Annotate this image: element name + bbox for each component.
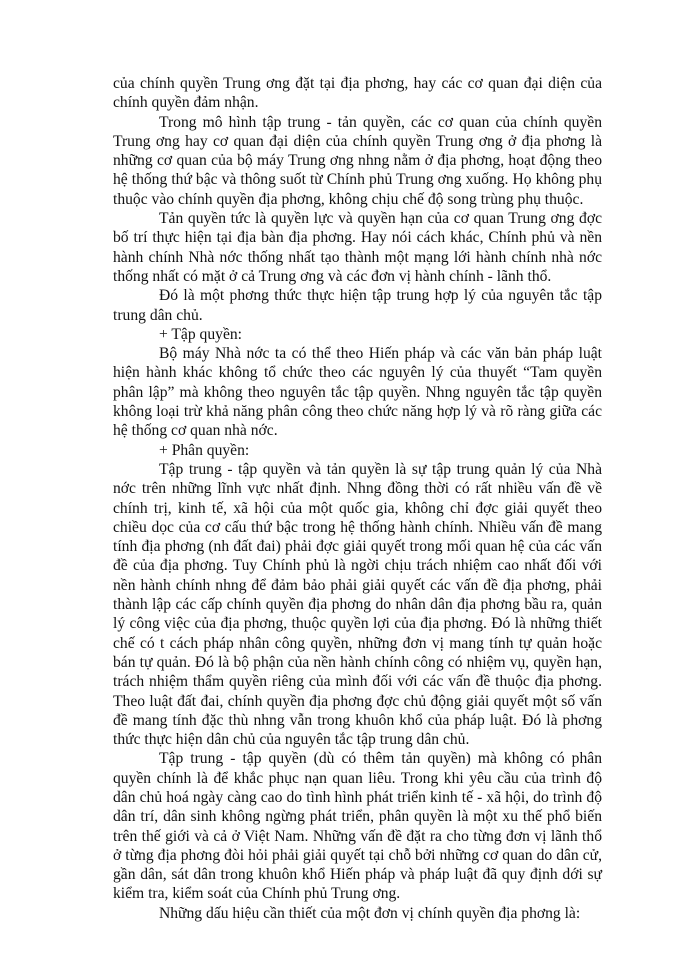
paragraph-local-government: Tập trung - tập quyền và tản quyền là sự tập trung quản lý của Nhà nớc trên những lĩnh vực nhất định. Nhng đồng thời có rất nhiều vấn đề về chính trị, kinh tế, xã hội của một quốc gia, không chỉ đợc giải quyết theo chiều dọc của cơ cấu thứ bậc trong hệ thống hành chính. Nhiều vấn đề mang tính địa phơng (nh đất đai) phải đợc giải quyết trong mối quan hệ của các vấn đề của địa phơng. Tuy Chính phủ là ngời chịu trách nhiệm cao nhất đối với nền hành chính nhng để đảm bảo phải giải quyết các vấn đề địa phơng, phải thành lập các cấp chính quyền địa phơng do nhân dân địa phơng bầu ra, quản lý công việc của địa phơng, thuộc quyền lợi của địa phơng. Đó là những thiết chế có t cách pháp nhân công quyền, những đơn vị mang tính tự quản hoặc bán tự quản. Đó là bộ phận của nền hành chính công có nhiệm vụ, quyền hạn, trách nhiệm thẩm quyền riêng của mình đối với các vấn đề thuộc địa phơng. Theo luật đất đai, chính quyền địa phơng đợc chủ động giải quyết một số vấn đề mang tính đặc thù nhng vẫn trong khuôn khổ của pháp luật. Đó là phơng thức thực hiện dân chủ của nguyên tắc tập trung dân chủ. — [113, 460, 602, 749]
paragraph-centralized-deconcentration: Trong mô hình tập trung - tản quyền, các cơ quan của chính quyền Trung ơng hay cơ quan đại diện của chính quyền Trung ơng ở địa phơng là những cơ quan của bộ máy Trung ơng nhng nằm ở địa phơng, hoạt động theo hệ thống thứ bậc và thông suốt từ Chính phủ Trung ơng xuống. Họ không phụ thuộc vào chính quyền địa phơng, không chịu chế độ song trùng phụ thuộc. — [113, 113, 602, 208]
paragraph-required-signs: Những dấu hiệu cần thiết của một đơn vị chính quyền địa phơng là: — [159, 904, 581, 922]
paragraph-rational-centralization: Đó là một phơng thức thực hiện tập trung hợp lý của nguyên tắc tập trung dân chủ. — [113, 287, 602, 324]
paragraph-continuation: của chính quyền Trung ơng đặt tại địa phơng, hay các cơ quan đại diện của chính quyền đảm nhận. — [113, 75, 602, 112]
heading-decentralization: + Phân quyền: — [159, 441, 250, 459]
paragraph-state-apparatus: Bộ máy Nhà nớc ta có thể theo Hiến pháp và các văn bản pháp luật hiện hành khác không tổ chức theo các nguyên lý của thuyết “Tam quyền phân lập” mà không theo nguyên tắc tập quyền. Nhng nguyên tắc tập quyền không loại trừ khả năng phân công theo chức năng hợp lý và rõ ràng giữa các hệ thống cơ quan nhà nớc. — [113, 345, 602, 440]
paragraph-deconcentration-definition: Tản quyền tức là quyền lực và quyền hạn của cơ quan Trung ơng đợc bố trí thực hiện tại địa bàn địa phơng. Hay nói cách khác, Chính phủ và nền hành chính Nhà nớc thống nhất tạo thành một mạng lới hành chính nhà nớc thống nhất có mặt ở cả Trung ơng và các đơn vị hành chính - lãnh thổ. — [113, 210, 602, 285]
paragraph-bureaucracy: Tập trung - tập quyền (dù có thêm tản quyền) mà không có phân quyền chính là để khắc phục nạn quan liêu. Trong khi yêu cầu của trình độ dân chủ hoá ngày càng cao do tình hình phát triển kinh tế - xã hội, do trình độ dân trí, dân sinh không ngừng phát triển, phân quyền là một xu thế phổ biến trên thế giới và cả ở Việt Nam. Những vấn đề đặt ra cho từng đơn vị lãnh thổ ở từng địa phơng đòi hỏi phải giải quyết tại chỗ bởi những cơ quan do dân cử, gần dân, sát dân trong khuôn khổ Hiến pháp và pháp luật đã quy định dới sự kiểm tra, kiểm soát của Chính phủ Trung ơng. — [113, 750, 602, 903]
heading-centralization: + Tập quyền: — [159, 325, 242, 343]
